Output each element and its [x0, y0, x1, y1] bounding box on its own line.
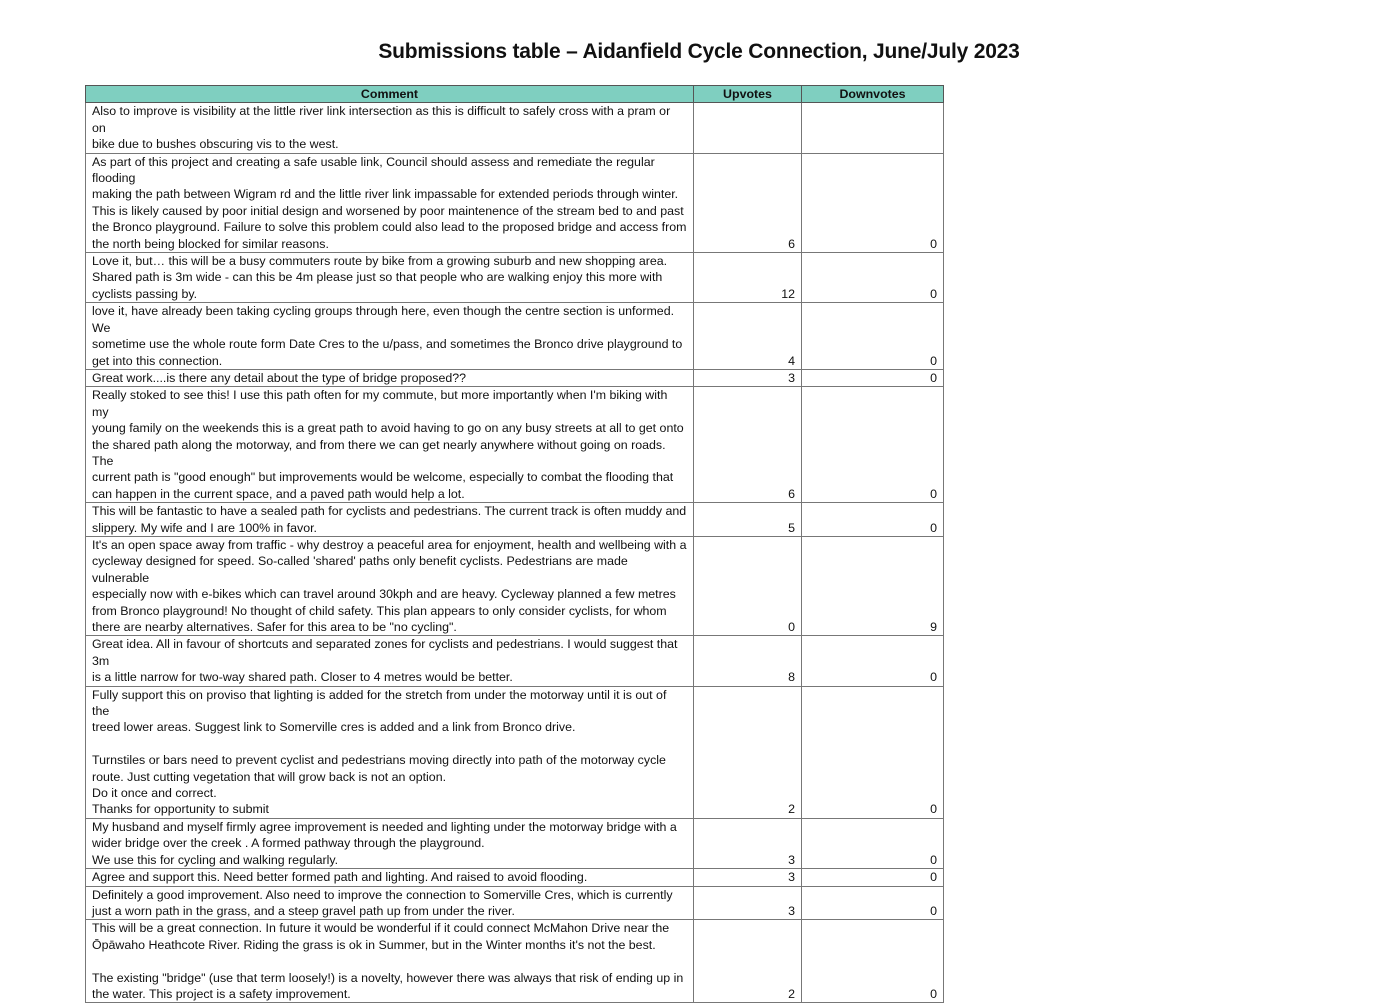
- page-title: Submissions table – Aidanfield Cycle Connection, June/July 2023: [378, 40, 1020, 63]
- table-row: [86, 153, 944, 252]
- table-row: [86, 818, 944, 868]
- comment-cell: Also to improve is visibility at the little river link intersection as this is difficult to safely cross with a pram or on bike due to bushes obscuring vis to the west.: [86, 103, 694, 153]
- upvotes-cell: 0: [694, 536, 802, 635]
- upvotes-cell: 5: [694, 503, 802, 537]
- column-header-downvotes: Downvotes: [802, 86, 944, 103]
- upvotes-cell: 6: [694, 387, 802, 503]
- column-header-upvotes: Upvotes: [694, 86, 802, 103]
- comment-cell: As part of this project and creating a safe usable link, Council should assess and remediate the regular flooding making the path between Wigram rd and the little river link impassable for extended periods through winter. This is likely caused by poor initial design and worsened by poor maintenence of the stream bed to and past the Bronco playground. Failure to solve this problem could also lead to the proposed bridge and access from the north being blocked for similar reasons.: [86, 153, 694, 252]
- upvotes-cell: 3: [694, 869, 802, 886]
- downvotes-cell: 0: [802, 920, 944, 1003]
- table-row: [86, 303, 944, 370]
- downvotes-cell: 9: [802, 536, 944, 635]
- comment-cell: Fully support this on proviso that lighting is added for the stretch from under the motorway until it is out of the treed lower areas. Suggest link to Somerville cres is added and a link from Bronco drive. Turnstiles or bars need to prevent cyclist and pedestrians moving directly into path of the motorway cycle route. Just cutting vegetation that will grow back is not an option. Do it once and correct. Thanks for opportunity to submit: [86, 686, 694, 818]
- upvotes-cell: 8: [694, 636, 802, 686]
- comment-cell: Definitely a good improvement. Also need to improve the connection to Somerville Cres, which is currently just a worn path in the grass, and a steep gravel path up from under the river.: [86, 886, 694, 920]
- downvotes-cell: 0: [802, 153, 944, 252]
- table-row: [86, 536, 944, 635]
- downvotes-cell: 0: [802, 636, 944, 686]
- comment-cell: This will be a great connection. In future it would be wonderful if it could connect McMahon Drive near the Ōpāwaho Heathcote River. Riding the grass is ok in Summer, but in the Winter months it's not the best. The existing "bridge" (use that term loosely!) is a novelty, however there was always that risk of ending up in the water. This project is a safety improvement.: [86, 920, 694, 1003]
- comment-cell: My husband and myself firmly agree improvement is needed and lighting under the motorway bridge with a wider bridge over the creek . A formed pathway through the playground. We use this for cycling and walking regularly.: [86, 818, 694, 868]
- table-row: [86, 686, 944, 818]
- table-row: [86, 503, 944, 537]
- table-header: [86, 86, 944, 103]
- upvotes-cell: 2: [694, 686, 802, 818]
- upvotes-cell: [694, 103, 802, 153]
- table-row: [86, 636, 944, 686]
- upvotes-cell: 4: [694, 303, 802, 370]
- table-row: [86, 387, 944, 503]
- upvotes-cell: 3: [694, 886, 802, 920]
- comment-cell: Agree and support this. Need better formed path and lighting. And raised to avoid flooding.: [86, 869, 694, 886]
- table-row: [86, 253, 944, 303]
- upvotes-cell: 2: [694, 920, 802, 1003]
- upvotes-cell: 6: [694, 153, 802, 252]
- table-body: [86, 103, 944, 1003]
- downvotes-cell: 0: [802, 818, 944, 868]
- downvotes-cell: 0: [802, 253, 944, 303]
- downvotes-cell: 0: [802, 686, 944, 818]
- table-row: [86, 920, 944, 1003]
- upvotes-cell: 3: [694, 369, 802, 386]
- downvotes-cell: 0: [802, 369, 944, 386]
- comment-cell: Great work....is there any detail about the type of bridge proposed??: [86, 369, 694, 386]
- downvotes-cell: [802, 103, 944, 153]
- upvotes-cell: 12: [694, 253, 802, 303]
- header-row: [86, 86, 944, 103]
- upvotes-cell: 3: [694, 818, 802, 868]
- table-row: [86, 886, 944, 920]
- comment-cell: Great idea. All in favour of shortcuts and separated zones for cyclists and pedestrians. I would suggest that 3m is a little narrow for two-way shared path. Closer to 4 metres would be better.: [86, 636, 694, 686]
- comment-cell: Love it, but… this will be a busy commuters route by bike from a growing suburb and new shopping area. Shared path is 3m wide - can this be 4m please just so that people who are walking enjoy this more with cyclists passing by.: [86, 253, 694, 303]
- downvotes-cell: 0: [802, 869, 944, 886]
- downvotes-cell: 0: [802, 886, 944, 920]
- comment-cell: This will be fantastic to have a sealed path for cyclists and pedestrians. The current track is often muddy and slippery. My wife and I are 100% in favor.: [86, 503, 694, 537]
- downvotes-cell: 0: [802, 303, 944, 370]
- comment-cell: Really stoked to see this! I use this path often for my commute, but more importantly when I'm biking with my young family on the weekends this is a great path to avoid having to go on any busy streets at all to get onto the shared path along the motorway, and from there we can get nearly anywhere without going on roads. The current path is "good enough" but improvements would be welcome, especially to combat the flooding that can happen in the current space, and a paved path would help a lot.: [86, 387, 694, 503]
- table-row: [86, 103, 944, 153]
- table-row: [86, 369, 944, 386]
- downvotes-cell: 0: [802, 387, 944, 503]
- submissions-table: [85, 85, 944, 1003]
- column-header-comment: Comment: [86, 86, 694, 103]
- downvotes-cell: 0: [802, 503, 944, 537]
- comment-cell: love it, have already been taking cycling groups through here, even though the centre section is unformed. We sometime use the whole route form Date Cres to the u/pass, and sometimes the Bronco drive playground to get into this connection.: [86, 303, 694, 370]
- table-row: [86, 869, 944, 886]
- comment-cell: It's an open space away from traffic - why destroy a peaceful area for enjoyment, health and wellbeing with a cycleway designed for speed. So-called 'shared' paths only benefit cyclists. Pedestrians are made vulnerable especially now with e-bikes which can travel around 30kph and are heavy. Cycleway planned a few metres from Bronco playground! No thought of child safety. This plan appears to only consider cyclists, for whom there are nearby alternatives. Safer for this area to be "no cycling".: [86, 536, 694, 635]
